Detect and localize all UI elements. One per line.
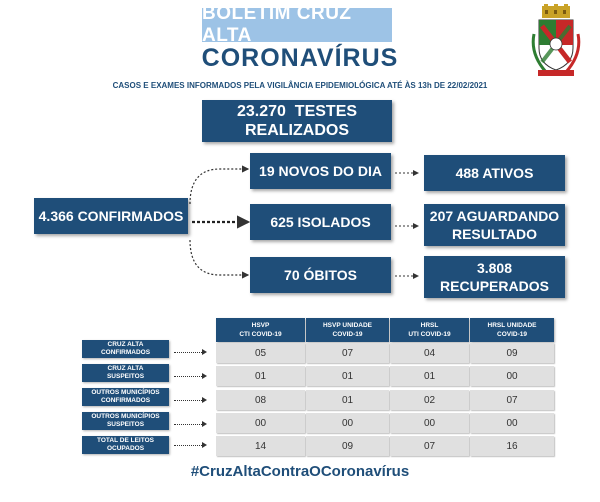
column-header-hrsl-uti — [390, 318, 469, 342]
row-label-cruz-alta-suspected — [82, 364, 169, 382]
column-header-hrsl-unidade — [470, 318, 554, 342]
column-header-hsvp-cti — [216, 318, 305, 342]
active-box — [424, 155, 565, 191]
row-label-line2: CONFIRMADOS — [100, 397, 151, 404]
awaiting-label-1: 207 AGUARDANDO — [429, 208, 560, 224]
deaths-box — [250, 257, 391, 293]
new-today-box — [250, 153, 391, 189]
row-label-line2: SUSPEITOS — [106, 373, 145, 380]
table-cell: 00 — [390, 413, 469, 433]
awaiting-box — [424, 204, 565, 246]
table-cell: 01 — [306, 366, 389, 386]
arrow-to-new-today — [190, 169, 248, 204]
table-cell: 00 — [470, 413, 554, 433]
row-arrow — [174, 352, 204, 353]
table-cell: 14 — [216, 436, 305, 456]
table-cell: 09 — [306, 436, 389, 456]
column-header-line1: HSVP — [251, 322, 270, 329]
row-label-line2: OCUPADOS — [106, 445, 145, 452]
column-header-line1: HSVP UNIDADE — [322, 322, 372, 329]
column-header-line1: HRSL — [420, 322, 439, 329]
table-cell: 01 — [390, 366, 469, 386]
isolated-label: 625 ISOLADOS — [270, 214, 371, 230]
table-cell: 00 — [306, 413, 389, 433]
row-label-cruz-alta-confirmed — [82, 340, 169, 358]
confirmed-label: 4.366 CONFIRMADOS — [38, 208, 184, 224]
row-arrow — [174, 376, 204, 377]
row-arrow — [174, 400, 204, 401]
table-cell: 01 — [216, 366, 305, 386]
isolated-box — [250, 204, 391, 240]
row-label-total-occupied-beds — [82, 436, 169, 454]
table-cell: 07 — [390, 436, 469, 456]
row-arrow — [174, 424, 204, 425]
table-cell: 01 — [306, 390, 389, 410]
row-label-line1: CRUZ ALTA — [107, 365, 144, 372]
table-cell: 07 — [306, 343, 389, 363]
row-label-line2: SUSPEITOS — [106, 421, 145, 428]
report-subtitle: CASOS E EXAMES INFORMADOS PELA VIGILÂNCIA EPIDEMIOLÓGICA ATÉ ÀS 13h DE 22/02/2021 — [112, 81, 488, 90]
row-label-line1: CRUZ ALTA — [107, 341, 144, 348]
recovered-label-1: 3.808 — [476, 260, 513, 276]
row-label-line1: OUTROS MUNICÍPIOS — [91, 413, 160, 420]
column-header-line2: CTI COVID-19 — [239, 331, 282, 338]
table-cell: 04 — [390, 343, 469, 363]
row-label-other-municipalities-confirmed — [82, 388, 169, 406]
page-title: CORONAVÍRUS — [201, 44, 399, 72]
table-cell: 00 — [470, 366, 554, 386]
new-today-label: 19 NOVOS DO DIA — [259, 163, 382, 179]
recovered-box — [424, 256, 565, 298]
column-header-line2: UTI COVID-19 — [408, 331, 451, 338]
column-header-line2: COVID-19 — [497, 331, 527, 338]
table-cell: 02 — [390, 390, 469, 410]
confirmed-box — [34, 198, 188, 234]
row-label-line1: OUTROS MUNICÍPIOS — [91, 389, 160, 396]
campaign-hashtag: #CruzAltaContraOCoronavírus — [190, 463, 410, 480]
table-cell: 07 — [470, 390, 554, 410]
arrow-to-deaths — [190, 240, 248, 275]
table-cell: 16 — [470, 436, 554, 456]
column-header-line1: HRSL UNIDADE — [487, 322, 537, 329]
row-arrow — [174, 445, 204, 446]
row-label-line2: CONFIRMADOS — [100, 349, 151, 356]
table-cell: 05 — [216, 343, 305, 363]
awaiting-label-2: RESULTADO — [451, 226, 538, 242]
column-header-hsvp-unidade — [306, 318, 389, 342]
deaths-label: 70 ÓBITOS — [284, 267, 357, 283]
row-label-other-municipalities-suspected — [82, 412, 169, 430]
row-label-line1: TOTAL DE LEITOS — [97, 437, 154, 444]
column-header-line2: COVID-19 — [332, 331, 363, 338]
table-cell: 00 — [216, 413, 305, 433]
table-cell: 08 — [216, 390, 305, 410]
table-cell: 09 — [470, 343, 554, 363]
bulletin-title: BOLETIM CRUZ ALTA — [202, 8, 392, 42]
active-label: 488 ATIVOS — [455, 165, 534, 181]
recovered-label-2: RECUPERADOS — [440, 278, 549, 294]
tests-realized-label: REALIZADOS — [245, 122, 349, 139]
tests-count-label: 23.270 TESTES — [236, 103, 358, 120]
